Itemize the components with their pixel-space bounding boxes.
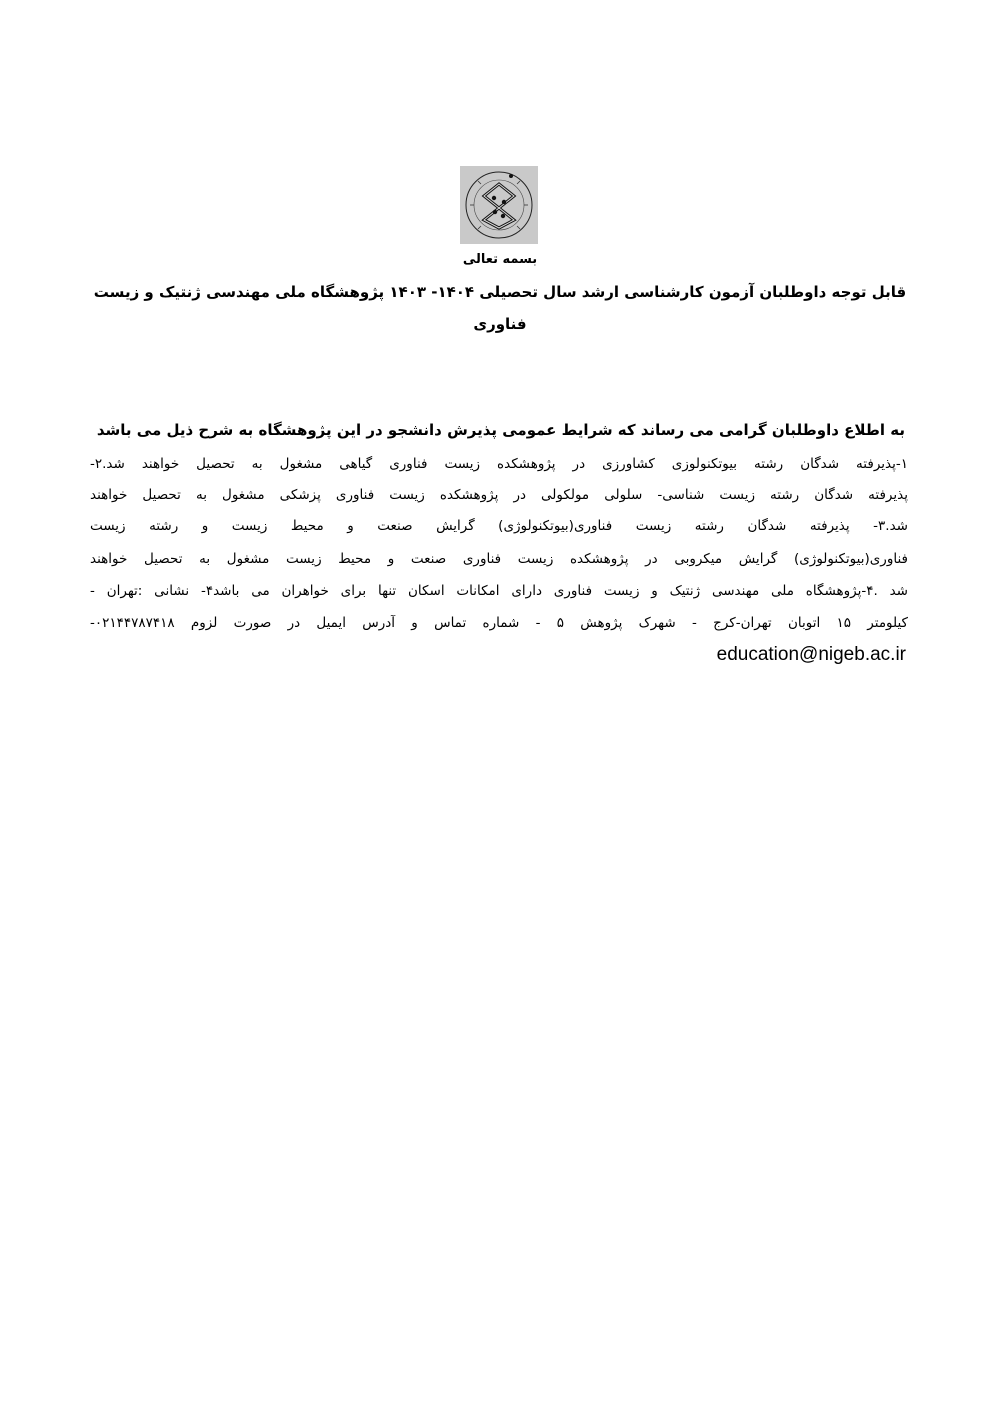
body-line-1: ۱-پذیرفته شدگان رشته بیوتکنولوزی کشاورزی در پژوهشکده زیست فناوری گیاهی مشغول به تحصیل خواهند شد.۲- xyxy=(90,456,908,472)
body-line-5: شد .۴-پژوهشگاه ملی مهندسی ژنتیک و زیست فناوری دارای امکانات اسکان تنها برای خواهران می باشد۴- نشانی :تهران - xyxy=(90,583,908,599)
body-line-2: پذیرفته شدگان رشته زیست شناسی- سلولی مولکولی در پژوهشکده زیست فناوری پزشکی مشغول به تحصیل خواهند xyxy=(90,487,908,503)
page-title-line1: قابل توجه داوطلبان آزمون کارشناسی ارشد سال تحصیلی ۱۴۰۴- ۱۴۰۳ پژوهشگاه ملی مهندسی ژنتیک و زیست xyxy=(93,283,907,301)
nigeb-dna-logo-icon xyxy=(460,166,538,244)
bismillah-heading: بسمه تعالی xyxy=(462,252,538,267)
page-title-line2: فناوری xyxy=(473,315,527,333)
body-line-3: شد.۳- پذیرفته شدگان رشته زیست فناوری(بیوتکنولوژی) گرایش صنعت و محیط زیست و رشته زیست xyxy=(90,518,908,534)
body-line-4: فناوری(بیوتکنولوژی) گرایش میکروبی در پژوهشکده زیست فناوری صنعت و محیط زیست مشغول به تحصیل خواهند xyxy=(90,551,908,567)
contact-email: education@nigeb.ac.ir xyxy=(716,644,906,665)
body-line-6: کیلومتر ۱۵ اتوبان تهران-کرج - شهرک پژوهش ۵ - شماره تماس و آدرس ایمیل در صورت لزوم ۰۲۱۴۴۷۸۷۴۱۸- xyxy=(90,615,908,631)
intro-paragraph: به اطلاع داوطلبان گرامی می رساند که شرایط عمومی پذیرش دانشجو در این پژوهشگاه به شرح ذیل می باشد xyxy=(96,421,905,439)
institute-logo xyxy=(460,166,538,244)
